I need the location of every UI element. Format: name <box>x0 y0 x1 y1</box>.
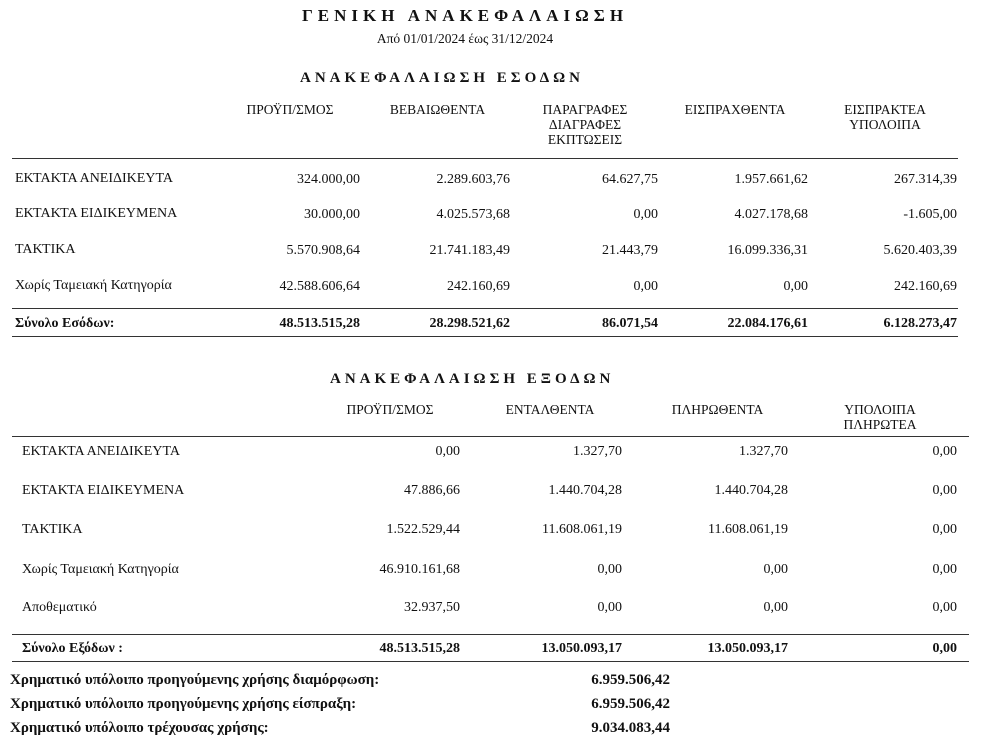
revenue-cell: 42.588.606,64 <box>279 279 360 294</box>
revenue-total-cell: 86.071,54 <box>602 316 658 331</box>
revenue-cell: 16.099.336,31 <box>727 243 808 258</box>
expenses-header-paid: ΠΛΗΡΩΘΕΝΤΑ <box>671 402 764 417</box>
revenue-cell: 21.443,79 <box>602 243 658 258</box>
revenue-cell: 0,00 <box>633 207 658 222</box>
revenue-total-cell: 6.128.273,47 <box>883 316 957 331</box>
expenses-cell: 0,00 <box>763 562 788 577</box>
revenue-header-budget: ΠΡΟΫΠ/ΣΜΟΣ <box>246 102 334 117</box>
revenue-cell: 4.025.573,68 <box>436 207 510 222</box>
expenses-cell: 0,00 <box>932 522 957 537</box>
revenue-header-divider <box>12 158 958 159</box>
expenses-row-label: ΕΚΤΑΚΤΑ ΕΙΔΙΚΕΥΜΕΝΑ <box>22 483 185 498</box>
revenue-cell: 64.627,75 <box>602 172 658 187</box>
revenue-header-receivable: ΕΙΣΠΡΑΚΤΕΑ ΥΠΟΛΟΙΠΑ <box>844 102 926 132</box>
expenses-total-cell: 48.513.515,28 <box>379 641 460 656</box>
revenue-cell: 1.957.661,62 <box>734 172 808 187</box>
report-period: Από 01/01/2024 έως 31/12/2024 <box>376 31 554 46</box>
revenue-total-cell: 28.298.521,62 <box>429 316 510 331</box>
expenses-row-label: Αποθεματικό <box>22 600 97 615</box>
revenue-cell: 5.620.403,39 <box>883 243 957 258</box>
revenue-row-label: Χωρίς Ταμειακή Κατηγορία <box>15 278 172 293</box>
revenue-cell: 242.160,69 <box>894 279 957 294</box>
expenses-cell: 0,00 <box>597 562 622 577</box>
expenses-header-ordered: ΕΝΤΑΛΘΕΝΤΑ <box>505 402 595 417</box>
revenue-header-certified: ΒΕΒΑΙΩΘΕΝΤΑ <box>389 102 486 117</box>
revenue-cell: 0,00 <box>783 279 808 294</box>
expenses-total-cell: 0,00 <box>932 641 957 656</box>
report-title: ΓΕΝΙΚΗ ΑΝΑΚΕΦΑΛΑΙΩΣΗ <box>301 6 629 25</box>
expenses-cell: 0,00 <box>932 444 957 459</box>
expenses-cell: 1.327,70 <box>573 444 622 459</box>
footer-value-current: 9.034.083,44 <box>591 720 670 736</box>
revenue-total-top-rule <box>12 308 958 309</box>
revenue-header-writeoffs: ΠΑΡΑΓΡΑΦΕΣ ΔΙΑΓΡΑΦΕΣ ΕΚΠΤΩΣΕΙΣ <box>542 102 628 147</box>
expenses-cell: 0,00 <box>932 600 957 615</box>
expenses-cell: 1.440.704,28 <box>714 483 788 498</box>
expenses-cell: 0,00 <box>932 483 957 498</box>
expenses-total-bottom-rule <box>12 661 969 662</box>
revenue-row-label: ΕΚΤΑΚΤΑ ΑΝΕΙΔΙΚΕΥΤΑ <box>15 171 173 186</box>
revenue-total-cell: 48.513.515,28 <box>279 316 360 331</box>
revenue-header-collected: ΕΙΣΠΡΑΧΘΕΝΤΑ <box>684 102 786 117</box>
footer-value-prev-collection: 6.959.506,42 <box>591 696 670 712</box>
expenses-cell: 11.608.061,19 <box>542 522 622 537</box>
revenue-cell: 21.741.183,49 <box>429 243 510 258</box>
expenses-cell: 0,00 <box>597 600 622 615</box>
revenue-cell: 30.000,00 <box>304 207 360 222</box>
expenses-section-title: ΑΝΑΚΕΦΑΛΑΙΩΣΗ ΕΞΟΔΩΝ <box>330 371 615 387</box>
revenue-row-label: ΕΚΤΑΚΤΑ ΕΙΔΙΚΕΥΜΕΝΑ <box>15 206 178 221</box>
expenses-cell: 1.440.704,28 <box>548 483 622 498</box>
revenue-cell: 4.027.178,68 <box>734 207 808 222</box>
footer-label-prev-formation: Χρηματικό υπόλοιπο προηγούμενης χρήσης διαμόρφωση: <box>10 672 380 688</box>
revenue-cell: 0,00 <box>633 279 658 294</box>
revenue-cell: 5.570.908,64 <box>286 243 360 258</box>
revenue-row-label: ΤΑΚΤΙΚΑ <box>15 242 76 257</box>
revenue-total-label: Σύνολο Εσόδων: <box>15 316 115 331</box>
expenses-cell: 47.886,66 <box>404 483 460 498</box>
expenses-row-label: ΤΑΚΤΙΚΑ <box>22 522 83 537</box>
revenue-section-title: ΑΝΑΚΕΦΑΛΑΙΩΣΗ ΕΣΟΔΩΝ <box>300 70 585 86</box>
expenses-total-cell: 13.050.093,17 <box>541 641 622 656</box>
revenue-cell: 324.000,00 <box>297 172 360 187</box>
revenue-total-cell: 22.084.176,61 <box>727 316 808 331</box>
expenses-cell: 46.910.161,68 <box>379 562 460 577</box>
revenue-cell: 242.160,69 <box>447 279 510 294</box>
expenses-header-divider <box>12 436 969 437</box>
expenses-cell: 11.608.061,19 <box>708 522 788 537</box>
revenue-cell: -1.605,00 <box>903 207 957 222</box>
expenses-header-payable: ΥΠΟΛΟΙΠΑ ΠΛΗΡΩΤΕΑ <box>843 402 917 432</box>
expenses-row-label: Χωρίς Ταμειακή Κατηγορία <box>22 562 179 577</box>
revenue-total-bottom-rule <box>12 336 958 337</box>
expenses-cell: 1.522.529,44 <box>386 522 460 537</box>
expenses-cell: 0,00 <box>932 562 957 577</box>
revenue-cell: 267.314,39 <box>894 172 957 187</box>
expenses-row-label: ΕΚΤΑΚΤΑ ΑΝΕΙΔΙΚΕΥΤΑ <box>22 444 180 459</box>
expenses-total-label: Σύνολο Εξόδων : <box>22 641 123 656</box>
expenses-cell: 1.327,70 <box>739 444 788 459</box>
expenses-cell: 0,00 <box>435 444 460 459</box>
expenses-total-cell: 13.050.093,17 <box>707 641 788 656</box>
footer-value-prev-formation: 6.959.506,42 <box>591 672 670 688</box>
footer-label-prev-collection: Χρηματικό υπόλοιπο προηγούμενης χρήσης είσπραξη: <box>10 696 357 712</box>
expenses-header-budget: ΠΡΟΫΠ/ΣΜΟΣ <box>346 402 434 417</box>
expenses-cell: 0,00 <box>763 600 788 615</box>
expenses-cell: 32.937,50 <box>404 600 460 615</box>
footer-label-current: Χρηματικό υπόλοιπο τρέχουσας χρήσης: <box>10 720 269 736</box>
expenses-total-top-rule <box>12 634 969 635</box>
revenue-cell: 2.289.603,76 <box>436 172 510 187</box>
